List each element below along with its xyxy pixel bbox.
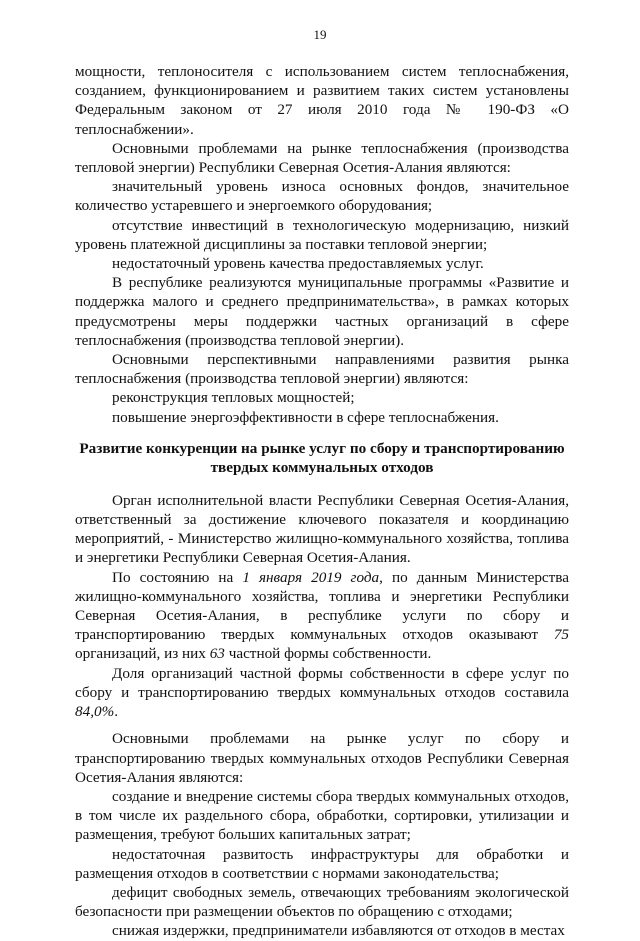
private-org-count: 63 xyxy=(209,645,225,663)
paragraph: мощности, теплоносителя с использованием систем теплоснабжения, созданием, функционированием и развитием таких систем установлены Федеральным законом от 27 июля 2010 года № 190-ФЗ «О теплоснабжении». xyxy=(75,63,569,138)
list-item: реконструкция тепловых мощностей; xyxy=(112,389,355,407)
list-item: значительный уровень износа основных фондов, значительное количество устаревшего и энергоемкого оборудования; xyxy=(75,178,569,215)
paragraph: Орган исполнительной власти Республики Северная Осетия-Алания, ответственный за достижение ключевого показателя и координацию мероприятий, - Министерство жилищно-коммунального хозяйства, топлива и энергетики Республики Северная Осетия-Алания. xyxy=(75,491,569,567)
list-item: недостаточный уровень качества предоставляемых услуг. xyxy=(112,255,484,273)
share-value: 84,0% xyxy=(75,703,115,721)
list-item: недостаточная развитость инфраструктуры для обработки и размещения отходов в соответствии с нормами законодательства; xyxy=(75,845,569,882)
list-item: повышение энергоэффективности в сфере теплоснабжения. xyxy=(112,408,499,426)
date-value: 1 января 2019 года xyxy=(242,568,380,586)
paragraph: Основными проблемами на рынке теплоснабжения (производства тепловой энергии) Республики Северная Осетия-Алания являются: xyxy=(75,139,569,177)
paragraph: Основными проблемами на рынке услуг по сбору и транспортированию твердых коммунальных отходов Республики Северная Осетия-Алания являются: xyxy=(75,730,569,786)
list-item: отсутствие инвестиций в технологическую модернизацию, низкий уровень платежной дисциплины за поставки тепловой энергии; xyxy=(75,216,569,253)
list-item: снижая издержки, предприниматели избавляются от отходов в местах xyxy=(112,922,565,940)
section-heading: Развитие конкуренции на рынке услуг по сбору и транспортированию твердых коммунальных отходов xyxy=(79,439,565,476)
list-item: дефицит свободных земель, отвечающих требованиям экологической безопасности при размещении объектов по обращению с отходами; xyxy=(75,883,569,921)
document-body xyxy=(75,62,569,941)
org-count: 75 xyxy=(553,626,569,644)
paragraph: Доля организаций частной формы собственности в сфере услуг по сбору и транспортированию твердых коммунальных отходов составила 84,0%. xyxy=(75,664,569,721)
paragraph: По состоянию на 1 января 2019 года, по данным Министерства жилищно-коммунального хозяйства, топлива и энергетики Республики Северная Осетия-Алания, в республике услуги по сбору и транспортированию твердых коммунальных отходов оказывают 75 организаций, из них 63 частной формы собственности. xyxy=(75,568,569,663)
paragraph: Основными перспективными направлениями развития рынка теплоснабжения (производства тепловой энергии) являются: xyxy=(75,351,569,388)
page-number: 19 xyxy=(313,27,327,42)
paragraph: В республике реализуются муниципальные программы «Развитие и поддержка малого и среднего предпринимательства», в рамках которых предусмотрены меры поддержки частных организаций в сфере теплоснабжения (производства тепловой энергии). xyxy=(75,274,569,349)
list-item: создание и внедрение системы сбора твердых коммунальных отходов, в том числе их раздельного сбора, обработки, сортировки, утилизации и размещения, требуют больших капитальных затрат; xyxy=(75,787,569,844)
